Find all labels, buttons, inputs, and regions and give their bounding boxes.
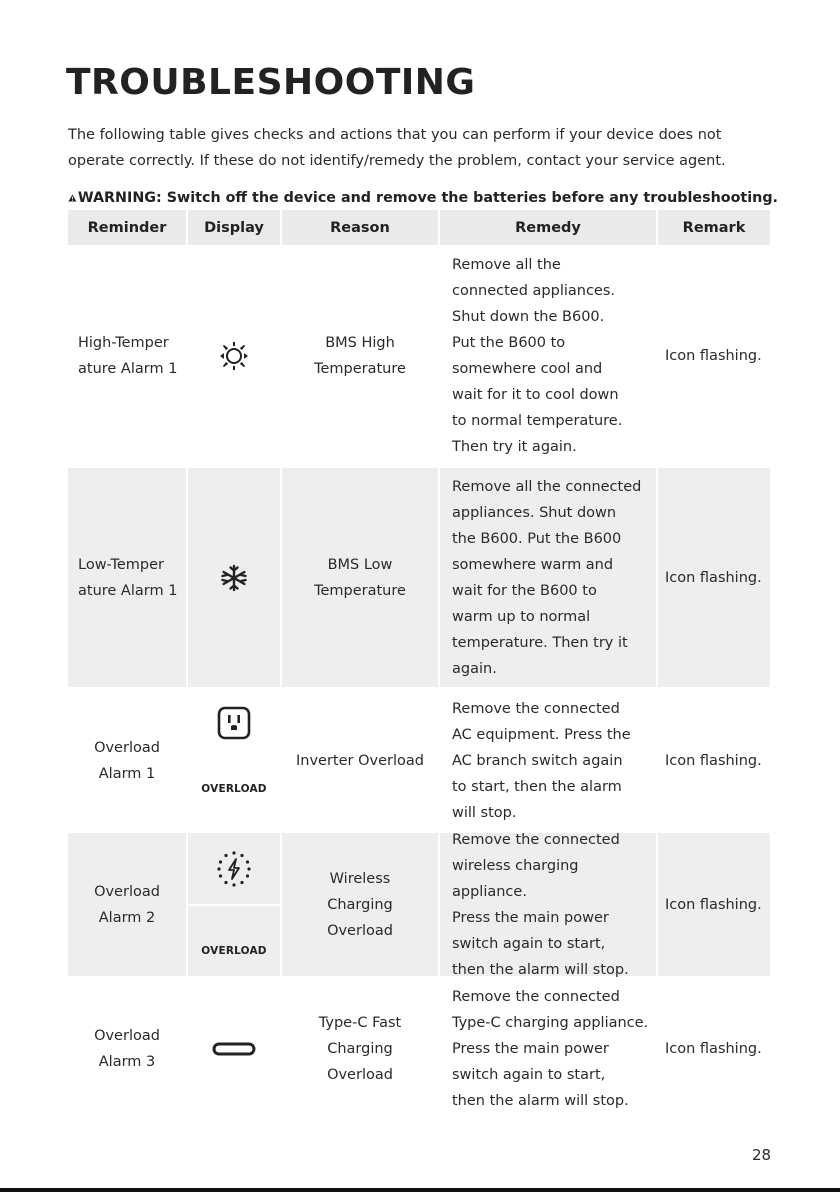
- remark-cell: [658, 468, 770, 687]
- remedy-text: Remove all the connected appliances. Shut down the B600. Put the B600 to somewhere cool and wait for it to cool down to normal temperature. Then try it again.: [452, 257, 623, 455]
- overload-label: OVERLOAD: [201, 945, 267, 957]
- wireless-charging-icon: [214, 849, 254, 889]
- remedy-cell: [440, 247, 656, 465]
- reason-text: BMS Low Temperature: [314, 556, 406, 599]
- reminder-cell: [68, 978, 186, 1120]
- remark-text: Icon flashing.: [665, 1041, 762, 1057]
- reminder-text: Overload Alarm 2: [94, 883, 160, 926]
- display-cell: [188, 247, 280, 465]
- page-number: 28: [752, 1146, 772, 1164]
- remedy-text: Remove all the connected appliances. Shut down the B600. Put the B600 somewhere warm and wait for the B600 to warm up to normal temperature. Then try it again.: [452, 478, 642, 677]
- reason-text: Type-C Fast Charging Overload: [318, 1015, 402, 1083]
- table-row: [68, 690, 770, 831]
- remark-text: Icon flashing.: [665, 569, 762, 586]
- remark-cell: [658, 690, 770, 831]
- display-icon-wrap: [217, 706, 251, 742]
- remedy-cell: [440, 468, 656, 687]
- table-row: [68, 468, 770, 687]
- header-remark: Remark: [658, 210, 770, 245]
- warning-triangle-icon: [68, 189, 77, 207]
- reminder-cell: [68, 247, 186, 465]
- warning-text: WARNING: Switch off the device and remove the batteries before any troubleshooting.: [77, 190, 778, 206]
- bottom-border: [0, 1188, 840, 1192]
- display-cell: [188, 690, 280, 831]
- reminder-cell: [68, 690, 186, 831]
- remark-cell: [658, 833, 770, 976]
- reason-cell: [282, 690, 438, 831]
- display-cell: [188, 833, 280, 904]
- ac-outlet-icon: [217, 706, 251, 740]
- table-row: [68, 833, 770, 976]
- reason-cell: [282, 468, 438, 687]
- header-remedy: Remedy: [440, 210, 656, 245]
- display-cell: [188, 978, 280, 1120]
- remedy-cell: [440, 978, 656, 1120]
- reason-cell: [282, 247, 438, 465]
- header-reminder: Reminder: [68, 210, 186, 245]
- snowflake-icon: [220, 564, 248, 592]
- intro-line: operate correctly. If these do not identify/remedy the problem, contact your service agent.: [68, 153, 726, 169]
- table-header: [68, 210, 770, 245]
- reason-text: Wireless Charging Overload: [327, 870, 393, 939]
- reminder-text: Low-Temper ature Alarm 1: [78, 556, 178, 599]
- display-cell: [188, 906, 280, 976]
- remark-cell: [658, 247, 770, 465]
- reminder-text: Overload Alarm 1: [94, 739, 160, 782]
- remark-text: Icon flashing.: [665, 752, 762, 769]
- reason-text: BMS High Temperature: [314, 335, 406, 377]
- page-title: TROUBLESHOOTING: [66, 62, 476, 103]
- remark-text: Icon flashing.: [665, 896, 762, 913]
- remedy-text: Remove the connected AC equipment. Press the AC branch switch again to start, then the alarm will stop.: [452, 700, 631, 821]
- header-display: Display: [188, 210, 280, 245]
- remark-cell: [658, 978, 770, 1120]
- display-cell: [188, 468, 280, 687]
- reminder-text: Overload Alarm 3: [94, 1028, 160, 1070]
- remark-text: Icon flashing.: [665, 348, 762, 364]
- reason-text: Inverter Overload: [296, 752, 424, 769]
- remedy-cell: [440, 833, 656, 976]
- remedy-text: Remove the connected Type-C charging appliance. Press the main power switch again to start, then the alarm will stop.: [452, 989, 649, 1109]
- remedy-cell: [440, 690, 656, 831]
- reminder-cell: [68, 833, 186, 976]
- intro-paragraph: [68, 122, 768, 174]
- type-c-port-icon: [212, 1041, 256, 1057]
- intro-line: The following table gives checks and actions that you can perform if your device does not: [68, 127, 722, 143]
- reminder-text: High-Temper ature Alarm 1: [78, 335, 178, 377]
- reason-cell: [282, 978, 438, 1120]
- sun-temperature-icon: [217, 339, 251, 373]
- table-row: [68, 978, 770, 1120]
- header-reason: Reason: [282, 210, 438, 245]
- table-row: [68, 247, 770, 465]
- reminder-cell: [68, 468, 186, 687]
- remedy-text: Remove the connected wireless charging appliance. Press the main power switch again to start, then the alarm will stop.: [452, 831, 629, 978]
- reason-cell: [282, 833, 438, 976]
- overload-label: OVERLOAD: [201, 783, 267, 795]
- warning-notice: [68, 189, 778, 207]
